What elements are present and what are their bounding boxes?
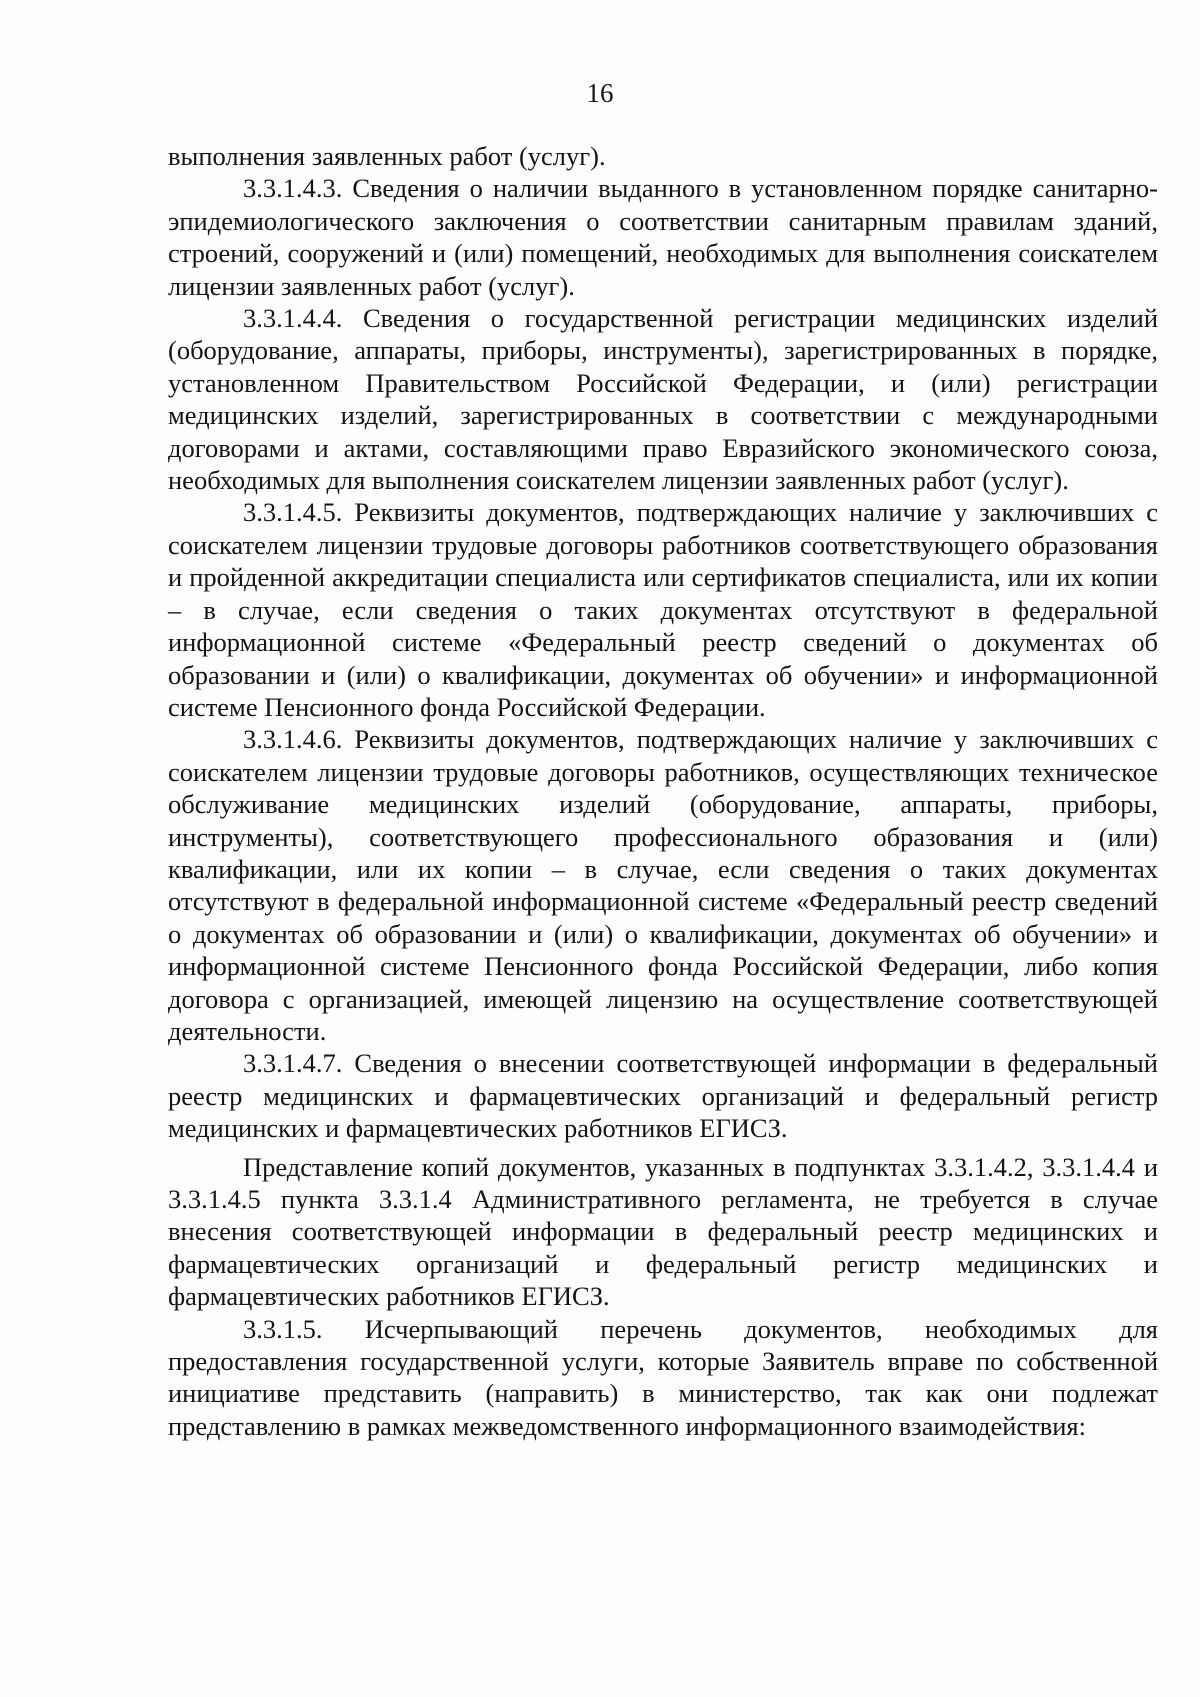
paragraph-3-3-1-4-7: 3.3.1.4.7. Сведения о внесении соответствующей информации в федеральный реестр медицинских и фармацевтических организаций и федеральный регистр медицинских и фармацевтических работников ЕГИСЗ. xyxy=(168,1048,1158,1144)
paragraph-3-3-1-5: 3.3.1.5. Исчерпывающий перечень документов, необходимых для предоставления государственной услуги, которые Заявитель вправе по собственной инициативе представить (направить) в министерство, так как они подлежат представлению в рамках межведомственного информационного взаимодействия: xyxy=(168,1313,1158,1441)
document-body xyxy=(168,140,1158,1442)
paragraph-3-3-1-4-5: 3.3.1.4.5. Реквизиты документов, подтверждающих наличие у заключивших с соискателем лицензии трудовые договоры работников соответствующего образования и пройденной аккредитации специалиста или сертификатов специалиста, или их копии – в случае, если сведения о таких документах отсутствуют в федеральной информационной системе «Федеральный реестр сведений о документах об образовании и (или) о квалификации, документах об обучении» и информационной системе Пенсионного фонда Российской Федерации. xyxy=(168,497,1158,722)
paragraph-copies-note: Представление копий документов, указанных в подпунктах 3.3.1.4.2, 3.3.1.4.4 и 3.3.1.4.5 пункта 3.3.1.4 Административного регламента, не требуется в случае внесения соответствующей информации в федеральный реестр медицинских и фармацевтических организаций и федеральный регистр медицинских и фармацевтических работников ЕГИСЗ. xyxy=(168,1151,1158,1312)
paragraph-continuation: выполнения заявленных работ (услуг). xyxy=(168,141,606,171)
page-number: 16 xyxy=(586,78,614,108)
paragraph-3-3-1-4-3: 3.3.1.4.3. Сведения о наличии выданного в установленном порядке санитарно-эпидемиологического заключения о соответствии санитарным правилам зданий, строений, сооружений и (или) помещений, необходимых для выполнения соискателем лицензии заявленных работ (услуг). xyxy=(168,173,1158,301)
paragraph-3-3-1-4-6: 3.3.1.4.6. Реквизиты документов, подтверждающих наличие у заключивших с соискателем лицензии трудовые договоры работников, осуществляющих техническое обслуживание медицинских изделий (оборудование, аппараты, приборы, инструменты), соответствующего профессионального образования и (или) квалификации, или их копии – в случае, если сведения о таких документах отсутствуют в федеральной информационной системе «Федеральный реестр сведений о документах об образовании и (или) о квалификации, документах об обучении» и информационной системе Пенсионного фонда Российской Федерации, либо копия договора с организацией, имеющей лицензию на осуществление соответствующей деятельности. xyxy=(168,724,1158,1046)
paragraph-3-3-1-4-4: 3.3.1.4.4. Сведения о государственной регистрации медицинских изделий (оборудование, аппараты, приборы, инструменты), зарегистрированных в порядке, установленном Правительством Российской Федерации, и (или) регистрации медицинских изделий, зарегистрированных в соответствии с международными договорами и актами, составляющими право Евразийского экономического союза, необходимых для выполнения соискателем лицензии заявленных работ (услуг). xyxy=(168,303,1158,496)
